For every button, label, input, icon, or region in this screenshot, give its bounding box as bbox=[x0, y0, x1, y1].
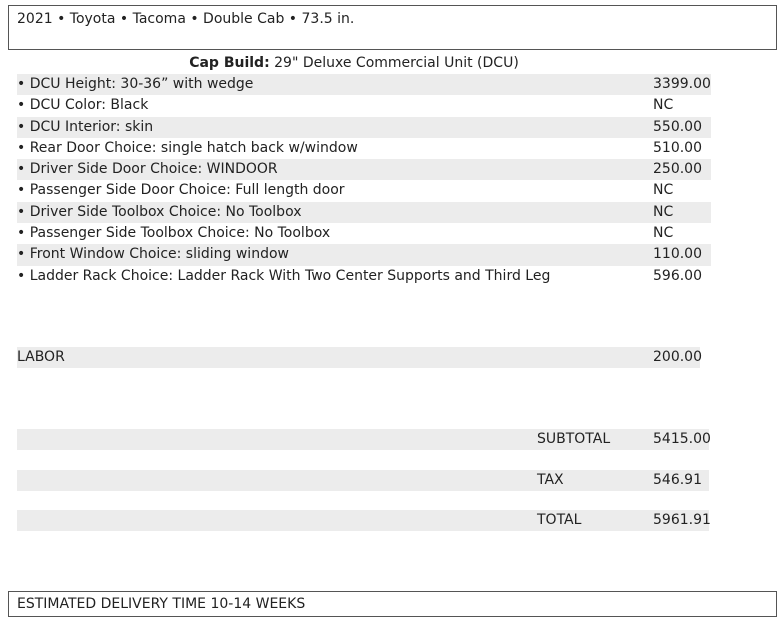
labor-row bbox=[17, 347, 700, 368]
labor-label: LABOR bbox=[17, 349, 65, 365]
option-price: NC bbox=[653, 203, 674, 220]
delivery-estimate-box bbox=[8, 591, 777, 617]
option-price: 510.00 bbox=[653, 139, 702, 156]
option-price: NC bbox=[653, 97, 674, 114]
total-label: TOTAL bbox=[537, 512, 582, 528]
cap-build-value: 29" Deluxe Commercial Unit (DCU) bbox=[274, 55, 519, 71]
option-description: • Driver Side Door Choice: WINDOOR bbox=[17, 161, 278, 178]
option-row bbox=[17, 117, 711, 138]
option-description: • DCU Interior: skin bbox=[17, 118, 154, 135]
tax-row bbox=[17, 470, 709, 491]
option-description: • DCU Color: Black bbox=[17, 97, 149, 114]
option-price: 250.00 bbox=[653, 161, 702, 178]
cap-build-heading bbox=[0, 55, 708, 71]
option-row bbox=[17, 244, 711, 265]
option-description: • Front Window Choice: sliding window bbox=[17, 246, 289, 263]
option-description: • Ladder Rack Choice: Ladder Rack With Two Center Supports and Third Leg bbox=[17, 267, 551, 284]
cap-build-label: Cap Build: bbox=[189, 55, 270, 71]
vehicle-summary-box bbox=[8, 5, 777, 50]
option-description: • DCU Height: 30-36” with wedge bbox=[17, 76, 254, 92]
tax-value: 546.91 bbox=[653, 472, 702, 488]
option-row bbox=[17, 74, 711, 95]
total-row bbox=[17, 510, 709, 531]
option-row bbox=[17, 138, 711, 159]
option-description: • Passenger Side Door Choice: Full length door bbox=[17, 182, 345, 199]
option-description: • Passenger Side Toolbox Choice: No Toolbox bbox=[17, 225, 331, 242]
option-price: NC bbox=[653, 182, 674, 199]
vehicle-summary: 2021 • Toyota • Tacoma • Double Cab • 73.5 in. bbox=[17, 11, 355, 27]
option-list bbox=[17, 74, 711, 287]
tax-label: TAX bbox=[537, 472, 564, 488]
subtotal-label: SUBTOTAL bbox=[537, 431, 611, 447]
option-row bbox=[17, 159, 711, 180]
option-row bbox=[17, 266, 711, 287]
subtotal-row bbox=[17, 429, 709, 450]
option-price: 596.00 bbox=[653, 267, 702, 284]
option-price: 550.00 bbox=[653, 118, 702, 135]
labor-price: 200.00 bbox=[653, 349, 702, 365]
option-row bbox=[17, 95, 711, 116]
option-price: 3399.00 bbox=[653, 76, 711, 92]
delivery-estimate: ESTIMATED DELIVERY TIME 10-14 WEEKS bbox=[17, 596, 306, 612]
option-row bbox=[17, 180, 711, 201]
option-description: • Rear Door Choice: single hatch back w/window bbox=[17, 139, 358, 156]
subtotal-value: 5415.00 bbox=[653, 431, 711, 447]
option-description: • Driver Side Toolbox Choice: No Toolbox bbox=[17, 203, 302, 220]
option-row bbox=[17, 223, 711, 244]
option-row bbox=[17, 202, 711, 223]
option-price: 110.00 bbox=[653, 246, 702, 263]
total-value: 5961.91 bbox=[653, 512, 711, 528]
option-price: NC bbox=[653, 225, 674, 242]
